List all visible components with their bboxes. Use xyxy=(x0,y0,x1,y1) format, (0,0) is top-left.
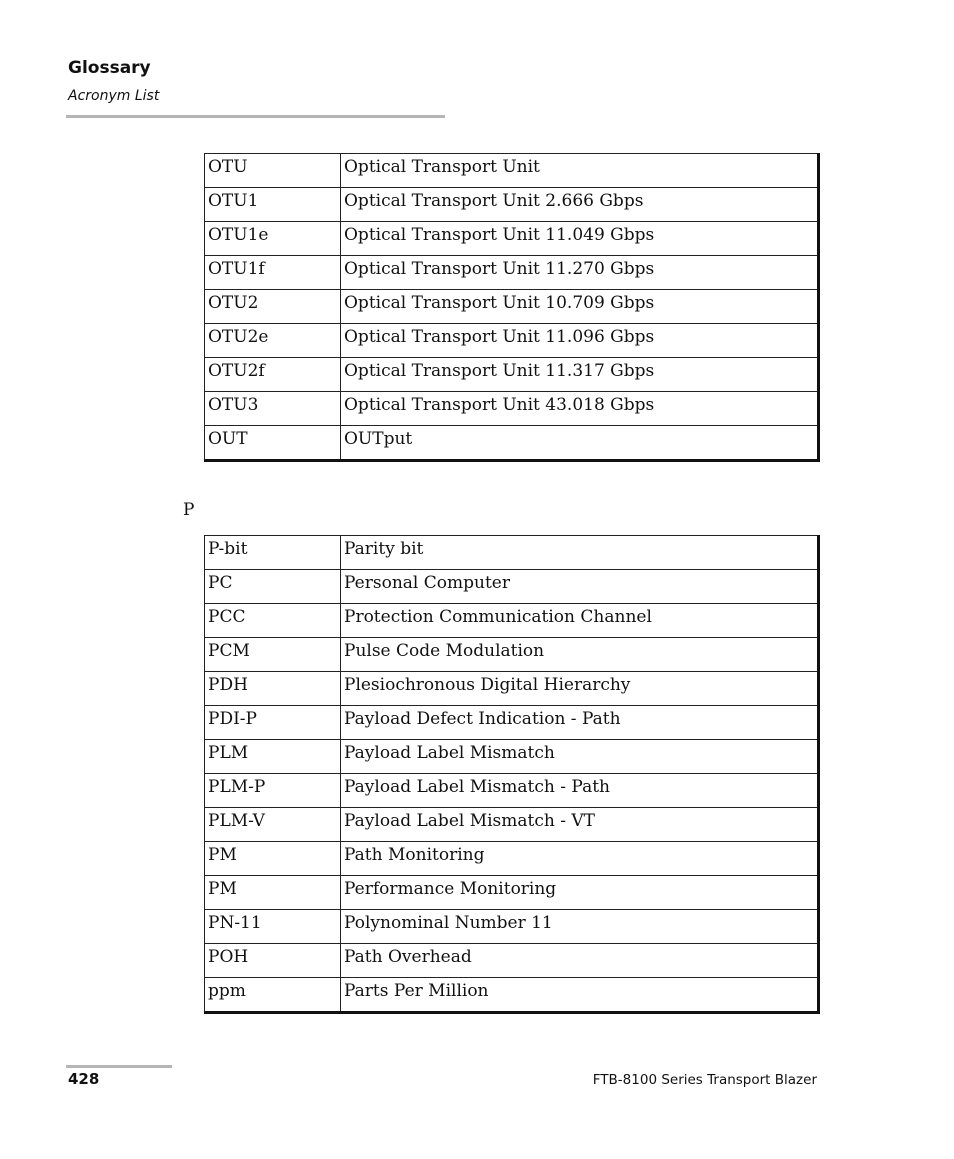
definition-cell: Payload Label Mismatch - VT xyxy=(341,808,819,842)
acronym-cell: PLM-V xyxy=(205,808,341,842)
definition-cell: Pulse Code Modulation xyxy=(341,638,819,672)
table-row xyxy=(205,672,819,706)
acronym-cell: ppm xyxy=(205,978,341,1013)
acronym-cell: PLM xyxy=(205,740,341,774)
acronym-cell: PDI-P xyxy=(205,706,341,740)
definition-cell: Payload Label Mismatch xyxy=(341,740,819,774)
table-row xyxy=(205,978,819,1013)
definition-cell: Optical Transport Unit 11.049 Gbps xyxy=(341,222,819,256)
acronym-cell: PCC xyxy=(205,604,341,638)
definition-cell: Optical Transport Unit 11.317 Gbps xyxy=(341,358,819,392)
acronym-cell: PC xyxy=(205,570,341,604)
table-row xyxy=(205,808,819,842)
table-row xyxy=(205,256,819,290)
section-letter-p: P xyxy=(183,500,195,520)
page-number: 428 xyxy=(68,1070,100,1088)
acronym-cell: PDH xyxy=(205,672,341,706)
acronym-cell: POH xyxy=(205,944,341,978)
definition-cell: Plesiochronous Digital Hierarchy xyxy=(341,672,819,706)
page-title: Glossary xyxy=(68,58,151,78)
definition-cell: Protection Communication Channel xyxy=(341,604,819,638)
definition-cell: Optical Transport Unit 10.709 Gbps xyxy=(341,290,819,324)
acronym-table-o-body xyxy=(205,154,819,461)
acronym-cell: OTU1e xyxy=(205,222,341,256)
definition-cell: Performance Monitoring xyxy=(341,876,819,910)
acronym-cell: PM xyxy=(205,842,341,876)
definition-cell: Personal Computer xyxy=(341,570,819,604)
acronym-cell: PN-11 xyxy=(205,910,341,944)
definition-cell: Parts Per Million xyxy=(341,978,819,1013)
acronym-table-o xyxy=(204,153,820,462)
table-row xyxy=(205,910,819,944)
definition-cell: Path Overhead xyxy=(341,944,819,978)
definition-cell: Optical Transport Unit 11.270 Gbps xyxy=(341,256,819,290)
table-row xyxy=(205,290,819,324)
table-row xyxy=(205,324,819,358)
acronym-cell: OUT xyxy=(205,426,341,461)
table-row xyxy=(205,740,819,774)
table-row xyxy=(205,392,819,426)
table-row xyxy=(205,570,819,604)
table-row xyxy=(205,188,819,222)
page-subtitle: Acronym List xyxy=(68,88,160,104)
acronym-cell: OTU1 xyxy=(205,188,341,222)
footer-divider xyxy=(66,1065,172,1068)
table-row xyxy=(205,426,819,461)
acronym-cell: PM xyxy=(205,876,341,910)
table-row xyxy=(205,842,819,876)
header-divider xyxy=(66,115,445,118)
table-row xyxy=(205,222,819,256)
acronym-cell: PLM-P xyxy=(205,774,341,808)
acronym-cell: P-bit xyxy=(205,536,341,570)
table-row xyxy=(205,774,819,808)
definition-cell: Optical Transport Unit 11.096 Gbps xyxy=(341,324,819,358)
definition-cell: Parity bit xyxy=(341,536,819,570)
acronym-table-p xyxy=(204,535,820,1014)
table-row xyxy=(205,154,819,188)
definition-cell: Path Monitoring xyxy=(341,842,819,876)
table-row xyxy=(205,536,819,570)
definition-cell: Polynominal Number 11 xyxy=(341,910,819,944)
acronym-cell: PCM xyxy=(205,638,341,672)
table-row xyxy=(205,706,819,740)
acronym-cell: OTU2 xyxy=(205,290,341,324)
table-row xyxy=(205,944,819,978)
table-row xyxy=(205,358,819,392)
table-row xyxy=(205,876,819,910)
definition-cell: Payload Label Mismatch - Path xyxy=(341,774,819,808)
acronym-table-p-body xyxy=(205,536,819,1013)
definition-cell: Optical Transport Unit xyxy=(341,154,819,188)
definition-cell: Optical Transport Unit 43.018 Gbps xyxy=(341,392,819,426)
acronym-cell: OTU xyxy=(205,154,341,188)
table-row xyxy=(205,604,819,638)
acronym-cell: OTU2f xyxy=(205,358,341,392)
definition-cell: OUTput xyxy=(341,426,819,461)
footer-document-title: FTB-8100 Series Transport Blazer xyxy=(592,1072,817,1088)
definition-cell: Payload Defect Indication - Path xyxy=(341,706,819,740)
acronym-cell: OTU1f xyxy=(205,256,341,290)
acronym-cell: OTU3 xyxy=(205,392,341,426)
acronym-cell: OTU2e xyxy=(205,324,341,358)
definition-cell: Optical Transport Unit 2.666 Gbps xyxy=(341,188,819,222)
table-row xyxy=(205,638,819,672)
